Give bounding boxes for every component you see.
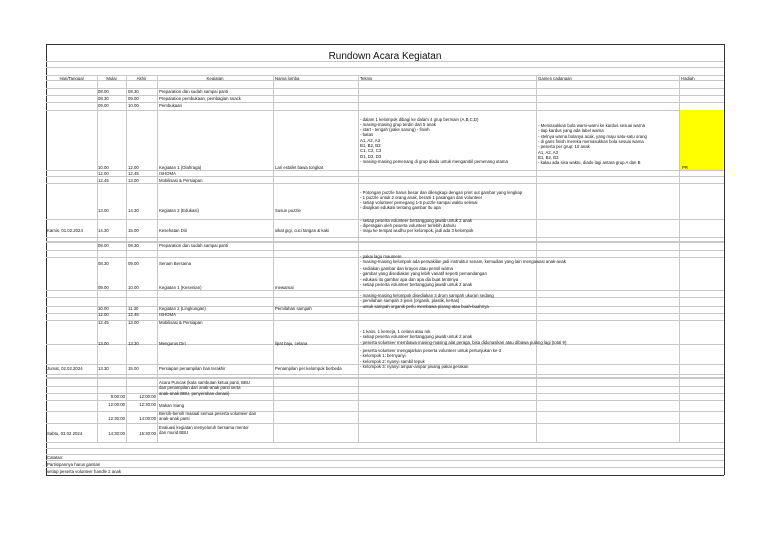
cell-mulai: 09.00 bbox=[98, 102, 109, 108]
grid-line-horizontal bbox=[46, 448, 724, 449]
grid-line-horizontal bbox=[46, 423, 724, 424]
cell-akhir: 15.00 bbox=[128, 228, 139, 233]
cell-teknis: - kelompok 1: bernyanyi bbox=[360, 353, 406, 359]
cell-kegiatan: Kegiatan 1 (Olahraga) bbox=[159, 165, 202, 170]
cell-teknis: - pemilahan sampah 3 jenis (organik, plastik, kertas) bbox=[360, 298, 460, 304]
cell-akhir: 10.00 bbox=[128, 102, 139, 108]
grid-line-horizontal bbox=[46, 467, 724, 468]
cell-akhir: 13.30 bbox=[128, 341, 139, 346]
cell-mulai: 12.45 bbox=[98, 178, 109, 183]
cell-kegiatan: Kesehatan Diri bbox=[159, 228, 188, 233]
header-kegiatan: Kegiatan bbox=[206, 76, 224, 81]
grid-line-horizontal bbox=[46, 411, 724, 412]
cell-games: - tiap kardus yang ada label warna bbox=[538, 128, 604, 134]
cell-teknis: - disajikan edukasi tentang gambar itu apa bbox=[360, 205, 441, 211]
cell-kegiatan: Persiapan penampilan hari terakhir bbox=[159, 366, 226, 371]
grid-line-horizontal bbox=[46, 44, 724, 45]
cell-teknis: - sediakan gambar dan krayon atau pensil warna bbox=[360, 266, 453, 271]
cell-mulai: 08.00 bbox=[98, 88, 109, 94]
grid-line-horizontal bbox=[46, 170, 724, 171]
cell-kegiatan: Kegiatan 1 (Kesenian) bbox=[159, 285, 202, 290]
cell-mulai: 10.00 bbox=[98, 165, 109, 170]
cell-teknis: C1, C2, C3 bbox=[360, 148, 382, 154]
cell-akhir: 13.00 bbox=[128, 319, 139, 325]
cell-games: B1, B2, B3 bbox=[538, 154, 559, 160]
cell-kegiatan: anak-anak panti bbox=[159, 416, 190, 422]
cell-games: - stelnya warna bolanya acak, yang maju satu-satu orang bbox=[538, 133, 647, 139]
cell-mulai: 12.00 bbox=[98, 312, 109, 317]
grid-line-horizontal bbox=[46, 237, 724, 238]
grid-line-vertical bbox=[724, 44, 725, 475]
cell-akhir: 09.00 bbox=[128, 95, 139, 101]
cell-mulai: 10.00 bbox=[98, 305, 109, 311]
cell-kegiatan: Mengurus Diri bbox=[159, 341, 186, 346]
grid-line-horizontal bbox=[46, 102, 724, 103]
cell-teknis: B1, B2, B3 bbox=[360, 143, 381, 148]
cell-kegiatan: Preparation dan sudah sampai panti bbox=[159, 243, 229, 248]
cell-teknis: - maju ke tempat wudhu per kelompok, jadi ada 3 kelompok bbox=[360, 228, 474, 234]
cell-kegiatan: Mobilisasi & Persiapan bbox=[159, 319, 203, 325]
cell-akhir: 12.00 bbox=[128, 165, 139, 170]
grid-line-horizontal bbox=[46, 290, 724, 291]
cell-games: - peserta per grup: 10 anak bbox=[538, 144, 590, 150]
cell-games: A1, A2, A3 bbox=[538, 149, 559, 155]
grid-line-horizontal bbox=[46, 377, 724, 378]
cell-games: - kalau ada sisa waktu, diadu lagi antara grup A dan B bbox=[538, 160, 641, 166]
cell-kegiatan: Makan Siang bbox=[159, 403, 185, 408]
note-catatan: Catatan: bbox=[47, 455, 64, 460]
cell-nama-lomba: Lari estafet bawa tongkat bbox=[275, 165, 324, 170]
header-hadiah: Hadiah bbox=[681, 76, 695, 81]
cell-akhir: 14:00:00 bbox=[139, 416, 156, 421]
cell-nama-lomba: lipat baju, celana bbox=[275, 341, 308, 346]
day-label: Kamis, 01.02.2024 bbox=[47, 228, 83, 233]
cell-akhir: 15.00 bbox=[128, 366, 139, 371]
cell-mulai: 9:00:00 bbox=[110, 394, 125, 399]
cell-mulai: 13.00 bbox=[98, 207, 109, 213]
cell-kegiatan: Evaluasi kegiatan menyeluruh bersama mentor bbox=[159, 425, 249, 430]
cell-games: - di garis finish mereka memasukkan bola sesuai warna bbox=[538, 138, 644, 144]
cell-mulai: 13.00 bbox=[98, 341, 109, 346]
grid-line-horizontal bbox=[46, 61, 724, 62]
cell-kegiatan: dan penampilan dari anak-anak panti serta bbox=[159, 385, 241, 391]
cell-teknis: - setiap peserta volunteer bertanggung jawab untuk 2 anak bbox=[360, 334, 473, 340]
grid-line-horizontal bbox=[46, 95, 724, 96]
sheet-title: Rundown Acara Kegiatan bbox=[328, 51, 442, 62]
cell-teknis: - setiap peserta volunteer bertanggung jawab untuk 2 anak bbox=[360, 217, 473, 223]
cell-hadiah: PR bbox=[682, 165, 688, 170]
grid-line-horizontal bbox=[46, 183, 724, 184]
grid-line-horizontal bbox=[46, 176, 724, 177]
cell-kegiatan: Kegiatan 2 (Lingkungan) bbox=[159, 305, 206, 311]
cell-teknis: - start - tengah (pake sarung) - finish bbox=[360, 127, 430, 133]
cell-kegiatan: Preparation dan sudah sampai panti bbox=[159, 88, 229, 94]
cell-kegiatan: ISHOMA bbox=[159, 312, 176, 317]
cell-akhir: 09.00 bbox=[128, 260, 139, 266]
cell-akhir: 12.45 bbox=[128, 312, 139, 317]
cell-kegiatan: Senam Bersama bbox=[159, 260, 192, 266]
grid-line-horizontal bbox=[46, 250, 724, 251]
cell-akhir: 15:30:00 bbox=[139, 431, 156, 436]
grid-line-horizontal bbox=[46, 242, 724, 243]
cell-akhir: 14.30 bbox=[128, 207, 139, 213]
cell-akhir: 12.45 bbox=[128, 171, 139, 176]
cell-mulai: 14:30:00 bbox=[108, 431, 125, 436]
cell-mulai: 13.30 bbox=[98, 366, 109, 371]
day-label: Jumat, 02.02.2024 bbox=[47, 366, 83, 371]
grid-line-horizontal bbox=[46, 80, 724, 81]
cell-nama-lomba: Pemilahan sampah bbox=[275, 305, 312, 311]
cell-teknis: - kelompok 2: nyanyi sambil tepuk bbox=[360, 358, 425, 364]
cell-kegiatan: Kegiatan 2 (Edukasi) bbox=[159, 207, 199, 213]
cell-kegiatan: Acara Puncak (kata sambutan ketua panti, BBU bbox=[159, 380, 251, 385]
grid-line-horizontal bbox=[46, 374, 724, 375]
cell-kegiatan: Preparation pembukaan, pembagian snack bbox=[159, 95, 241, 101]
cell-nama-lomba: Penampilan per kelompok berbeda bbox=[275, 366, 342, 371]
cell-teknis: A1, A2, A3 bbox=[360, 137, 381, 143]
cell-teknis: - setiap volunteer pemegang 1-5 puzzle sampai waktu selesai bbox=[360, 200, 478, 206]
cell-kegiatan: anak-anak BBU, penyerahan donasi) bbox=[159, 390, 230, 396]
cell-teknis: - diperagain oleh peserta volunteer terlebih dahulu bbox=[360, 222, 456, 228]
grid-line-horizontal bbox=[46, 386, 724, 387]
cell-mulai: 12:30:00 bbox=[108, 416, 125, 421]
grid-line-horizontal bbox=[46, 320, 724, 321]
cell-teknis: - gambar yang disediakan yang lebih variatif seperti pemandangan bbox=[360, 271, 487, 277]
cell-mulai: 12.45 bbox=[98, 319, 109, 325]
cell-kegiatan: ISHOMA bbox=[159, 171, 176, 176]
cell-nama-lomba: Susun puzzle bbox=[275, 207, 301, 213]
grid-line-horizontal bbox=[46, 88, 724, 89]
grid-line-horizontal bbox=[46, 475, 724, 476]
grid-line-horizontal bbox=[46, 378, 724, 379]
note-line: setiap peserta volunteer handle 2 anak bbox=[47, 469, 122, 474]
grid-line-horizontal bbox=[46, 400, 724, 401]
cell-teknis: - peserta volunteer mengajarkan peserta volunteer untuk pertunjukan ke-3 bbox=[360, 348, 502, 353]
cell-games: - Memasukkan bola warni-warni ke kardus sesuai warna bbox=[538, 123, 645, 128]
cell-teknis: - Potongan puzzle harus besar dan dilengkapi dengan print out gambar yang lengkap bbox=[360, 189, 523, 195]
cell-mulai: 12.00 bbox=[98, 171, 109, 176]
cell-akhir: 08.30 bbox=[128, 88, 139, 94]
grid-line-horizontal bbox=[46, 67, 724, 68]
header-hari: Hari/Tanggal bbox=[59, 76, 84, 81]
grid-line-horizontal bbox=[46, 454, 724, 455]
note-line: Partisipannya harus gantian bbox=[47, 462, 101, 467]
cell-nama-lomba: sikat gigi, cuci tangan & kaki bbox=[275, 228, 329, 233]
cell-teknis: - pakai lagu maumere bbox=[360, 254, 402, 259]
header-nama-lomba: Nama lomba bbox=[275, 76, 300, 81]
cell-akhir: 11.30 bbox=[128, 305, 139, 311]
header-akhir: Akhir bbox=[136, 76, 147, 81]
grid-line-horizontal bbox=[46, 313, 724, 314]
cell-mulai: 08.00 bbox=[98, 243, 109, 248]
cell-akhir: 13.00 bbox=[128, 178, 139, 183]
cell-mulai: 14.30 bbox=[98, 228, 109, 233]
cell-akhir: 12:30:00 bbox=[139, 402, 156, 407]
cell-nama-lomba: mewarnai bbox=[275, 285, 294, 290]
cell-teknis: - kelompok 3: nyanyi ampar-ampar pisang pakai gerakan bbox=[360, 363, 469, 369]
cell-akhir: 08.30 bbox=[128, 243, 139, 248]
cell-teknis: - masing-masing kelompok disediakan 3 drum sampah ukuran sedang bbox=[360, 293, 494, 298]
grid-line-horizontal bbox=[46, 442, 724, 443]
grid-line-horizontal bbox=[46, 110, 724, 111]
cell-teknis: - 1 kaos, 1 kemeja, 1 celana atau rok bbox=[360, 329, 431, 334]
cell-mulai: 09.00 bbox=[98, 285, 109, 290]
cell-teknis: - edukasi itu gambar apa dan apa dia buat tentnnya bbox=[360, 276, 459, 282]
cell-teknis: - untuk sampah organik perlu membawa pisang atau buah-buahnya bbox=[360, 303, 489, 309]
cell-mulai: 08.30 bbox=[98, 260, 109, 266]
cell-teknis: - masing-masing kelompok ada perwakilan jadi instruktur senam, kemudian yang lain mengawasi anak-anak bbox=[360, 259, 566, 265]
cell-teknis: - 1 puzzle untuk 2 orang anak, berarti 1 pasangan dari volunteer bbox=[360, 194, 483, 200]
cell-teknis: - masing-masing pemenang di grup diadu untuk mengambil pemenang utama bbox=[360, 158, 508, 164]
cell-teknis: - batas bbox=[360, 132, 374, 138]
grid-line-horizontal bbox=[46, 460, 724, 461]
grid-line-horizontal bbox=[46, 241, 724, 242]
cell-teknis: - dalam 1 kelompok dibagi ke dalam 4 grup bermain (A,B,C,D) bbox=[360, 116, 479, 122]
cell-kegiatan: Mobilisasi & Persiapan bbox=[159, 178, 203, 183]
cell-teknis: - masing-masing grup terdiri dari 5 anak bbox=[360, 121, 436, 127]
cell-kegiatan: Bersih-bersih masaal semua peserta volunteer dan bbox=[159, 411, 257, 416]
cell-kegiatan: Pembukaan bbox=[159, 102, 182, 108]
cell-akhir: 12:00:00 bbox=[139, 394, 156, 399]
cell-teknis: - peserta volunteer membawa masing-masing alat peraga, bisa didonasikan atau dibawa pulang lagi (total 9) bbox=[360, 339, 567, 345]
cell-mulai: 12:00:00 bbox=[108, 402, 125, 407]
header-games: Games cadangan bbox=[538, 76, 572, 81]
header-mulai: Mulai bbox=[106, 76, 117, 81]
header-teknis: Teknis bbox=[360, 76, 373, 81]
cell-teknis: D1, D2, D3 bbox=[360, 153, 382, 159]
cell-mulai: 08.30 bbox=[98, 95, 109, 101]
cell-teknis: - setiap peserta volunteer bertanggung jawab untuk 2 anak bbox=[360, 281, 473, 287]
hadiah-highlight bbox=[680, 110, 723, 170]
cell-kegiatan: dan murid BBU bbox=[159, 430, 189, 436]
day-label: Sabtu, 03.02.2024 bbox=[47, 431, 83, 436]
cell-akhir: 10.00 bbox=[128, 285, 139, 290]
